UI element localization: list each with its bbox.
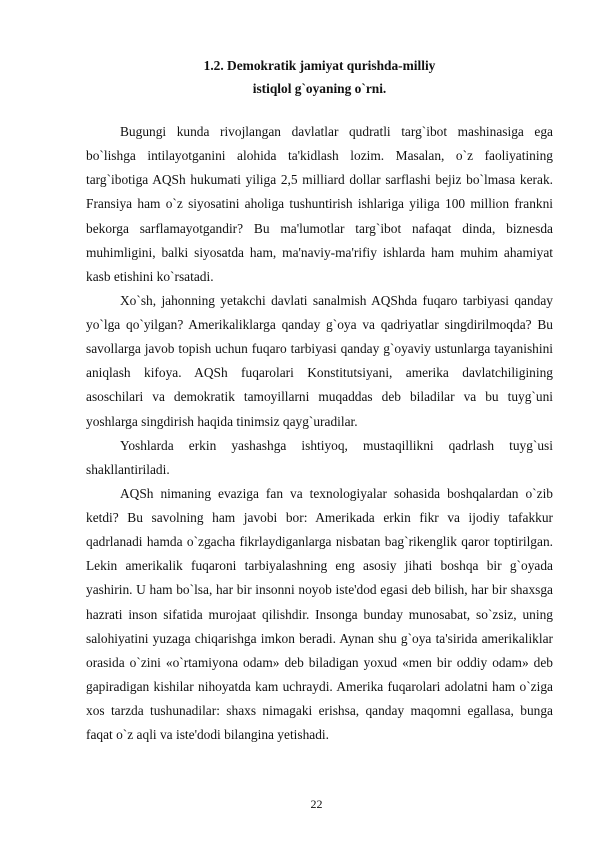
section-heading-line-2: istiqlol g`oyaning o`rni. xyxy=(252,81,387,96)
paragraph-2: Xo`sh, jahonning yetakchi davlati sanalmish AQShda fuqaro tarbiyasi qanday yo`lga qo`yilgan? Amerikaliklarga qanday g`oya va qadriyatlar singdirilmoqda? Bu savollarga javob topish uchun fuqaro tarbiyasi qanday g`oyaviy ustunlarga tayanishini aniqlash kifoya. AQSh fuqarolari Konstitutsiyani, amerika davlatchiligining asoschilari va demokratik tamoyillarni muqaddas deb biladilar va bu tuyg`uni yoshlarga singdirish haqida tinimsiz qayg`uradilar. xyxy=(86,292,553,429)
paragraph-3: Yoshlarda erkin yashashga ishtiyoq, mustaqillikni qadrlash tuyg`usi shakllantiriladi. xyxy=(86,437,553,477)
body-text xyxy=(86,120,553,747)
paragraph-1: Bugungi kunda rivojlangan davlatlar qudratli targ`ibot mashinasiga ega bo`lishga intilayotganini alohida ta'kidlash lozim. Masalan, o`z faoliyatining targ`ibotiga AQSh hukumati yiliga 2,5 milliard dollar sarflashi bejiz bo`lmasa kerak. Fransiya ham o`z siyosatini aholiga tushuntirish ishlariga yiliga 100 million frankni bekorga sarflamayotgandir? Bu ma'lumotlar targ`ibot nafaqat dinda, biznesda muhimligini, balki siyosatda ham, ma'naviy-ma'rifiy ishlarda ham muhim ahamiyat kasb etishini ko`rsatadi. xyxy=(86,124,553,284)
paragraph-4: AQSh nimaning evaziga fan va texnologiyalar sohasida boshqalardan o`zib ketdi? Bu savolning ham javobi bor: Amerikada erkin fikr va ijodiy tafakkur qadrlanadi hamda o`zgacha fikrlaydiganlarga nisbatan bag`rikenglik qaror toptirilgan. Lekin amerikalik fuqaroni tarbiyalashning eng asosiy jihati boshqa bir g`oyada yashirin. U ham bo`lsa, har bir insonni noyob iste'dod egasi deb bilish, har bir shaxsga hazrati inson sifatida murojaat qilishdir. Insonga bunday munosabat, so`zsiz, uning salohiyatini yuzaga chiqarishga imkon beradi. Aynan shu g`oya ta'sirida amerikaliklar orasida o`zini «o`rtamiyona odam» deb biladigan yoxud «men bir oddiy odam» deb gapiradigan kishilar nihoyatda kam uchraydi. Amerika fuqarolari adolatni ham o`ziga xos tarzda tushunadilar: shaxs nimagaki erishsa, qanday maqomni egallasa, bunga faqat o`z aqli va iste'dodi bilangina yetishadi. xyxy=(86,485,553,743)
section-heading-line-1: 1.2. Demokratik jamiyat qurishda-milliy xyxy=(203,58,436,73)
page-number: 22 xyxy=(310,797,323,811)
